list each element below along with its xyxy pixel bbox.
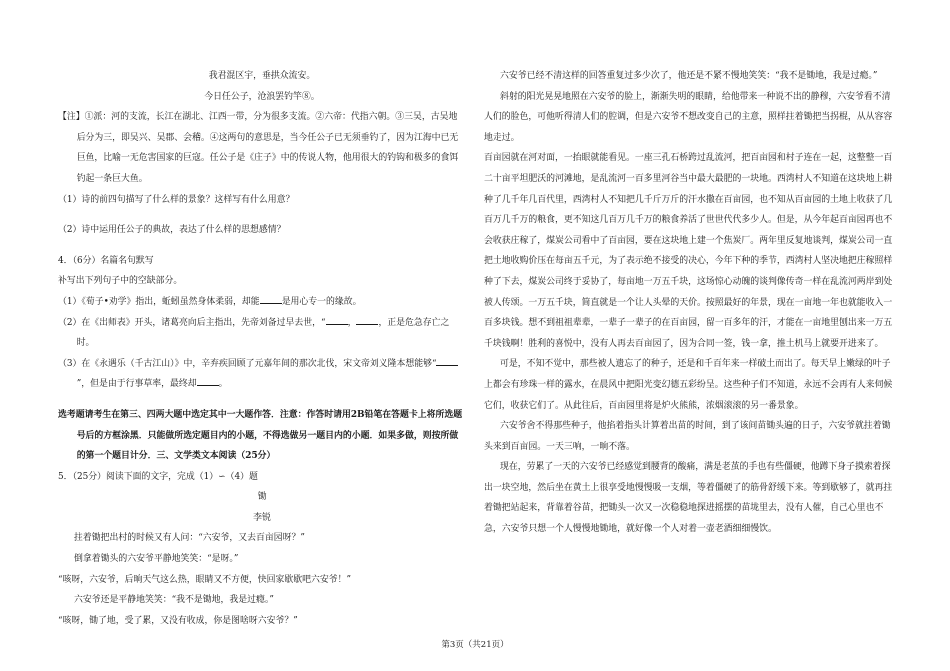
story-paragraph: 六安爷还是平静地笑笑：“我不是锄地，我是过瘾。” <box>74 595 274 606</box>
question-2: （2）诗中运用任公子的典故，表达了什么样的思想感情？ <box>58 225 286 236</box>
question-4-instruction: 补写出下列句子中的空缺部分。 <box>58 276 183 287</box>
right-column <box>484 66 898 540</box>
q4-1-text-a: （1）《荀子•劝学》指出，蚯蚓虽然身体柔弱，却能 <box>58 296 260 307</box>
question-4-item-2 <box>58 313 466 354</box>
question-4-item-1 <box>58 292 466 313</box>
answer-space <box>58 241 466 251</box>
fill-blank <box>356 315 378 325</box>
story-paragraph: “咳呀，六安爷，后晌天气这么热，眼睛又不方便，快回家歇歇吧六安爷！” <box>58 574 352 585</box>
story-title: 锄 <box>257 492 267 503</box>
question-1: （1）诗的前四句描写了什么样的景象？这样写有什么用意？ <box>58 194 295 205</box>
poem-line: 我君混区宇，垂拱众流安。 <box>208 71 316 81</box>
q4-3-text-c: 。 <box>218 379 228 390</box>
story-paragraph: 六安爷已经不清这样的回答重复过多少次了，他还是不紧不慢地笑笑：“我不是锄地，我是过瘾。” <box>500 71 878 81</box>
story-paragraph: 斜射的阳光晃晃地照在六安爷的脸上，渐渐失明的眼睛，给他带来一种说不出的静穆，六安爷看不清人们的脸色，可他听得清人们的腔调，但是六安爷不想改变自己的主意，照样拄着锄把当拐棍，从从容容地走过。 <box>484 91 893 143</box>
question-4-item-3 <box>58 354 466 395</box>
fill-blank <box>326 315 348 325</box>
q4-2-text-b: ， <box>347 317 357 328</box>
poem-note: 【注】①派：河的支流，长江在湖北、江西一带，分为很多支流。②六帝：代指六朝。③三吴，古吴地后分为三，即吴兴、吴郡、会稽。④这两句的意思是，当今任公子已无须垂钓了，因为江海中已无巨鱼，比喻一无危害国家的巨寇。任公子是《庄子》中的传说人物，他用很大的钓钩和极多的食饵钓起一条巨大鱼。 <box>58 112 459 184</box>
story-paragraph: 六安爷舍不得那些种子，他掐着指头计算着出苗的时间，到了该间苗锄头遍的日子，六安爷就拄着锄头来到百亩园。一天三响，一晌不落。 <box>484 421 891 452</box>
page-number: 第3页（共21页） <box>441 640 509 650</box>
story-paragraph: “咳呀，锄了地，受了累，又没有收成，你是图啥呀六安爷？” <box>58 615 298 626</box>
fill-blank <box>197 376 219 386</box>
fill-blank <box>436 356 458 366</box>
answer-space <box>58 210 466 220</box>
q4-3-text-b: ”，但是由于行事草率，最终却 <box>76 379 197 390</box>
q4-2-text-a: （2）在《出师表》开头，诸葛亮向后主指出，先帝刘备过早去世，“ <box>58 317 326 328</box>
story-paragraph: 现在，劳累了一天的六安爷已经感觉到腰背的酸痛，满是老茧的手也有些僵硬，他蹲下身子摸索着探出一块空地，然后坐在黄土上很享受地慢慢吸一支烟，等着僵硬了的筋骨舒缓下来。等到歇够了，就再拄着锄把站起来，背靠着谷苗，把锄头一次又一次稳稳地探进摇摆的苗垅里去，没有人催，自己心里也不急，六安爷只想一个人慢慢地锄地，就好像一个人对着一壶老酒细细慢饮。 <box>484 462 893 535</box>
q4-3-text-a: （3）在《永遇乐（千古江山）》中，辛弃疾回顾了元嘉年间的那次北伐，宋文帝刘义隆本想能够“ <box>58 358 437 369</box>
story-paragraph: 倒拿着锄头的六安爷平静地笑笑：“是呀。” <box>74 554 239 565</box>
q4-1-text-b: 是用心专一的缘故。 <box>281 296 362 307</box>
page-footer <box>0 638 950 650</box>
poem-line: 今日任公子，沧浪罢钓竿⑧。 <box>204 91 320 102</box>
question-5-title: 5．（25分）阅读下面的文字，完成（1）∽（4）题 <box>58 471 258 482</box>
story-paragraph: 可是，不知不觉中，那些被人遗忘了的种子，还是和千百年来一样破土而出了。每天早上嫩绿的叶子上都会有珍珠一样的露水，在晨风中把阳光变幻德五彩纷呈。这些种子们不知道，永远不会再有人来伺候它们，收获它们了。从此往后，百亩园里将是炉火熊熊，浓烟滚滚的另一番景象。 <box>484 359 893 411</box>
question-4-title: 4．（6分）名篇名句默写 <box>58 255 154 266</box>
story-author: 李锐 <box>253 512 271 523</box>
left-column <box>58 66 466 631</box>
q4-2-text-c: ，正是危急存亡之时。 <box>76 317 450 349</box>
story-paragraph: 百亩园就在河对面，一抬眼就能看见。一座三孔石桥跨过乱流河，把百亩园和村子连在一起，这整整一百二十亩平坦肥沃的河滩地，是乱流河一百多里河谷当中最大最肥的一块地。西湾村人不知道在这块地上耕种了几千年几百代里，西湾村人不知把几千斤万斤的汗水撒在百亩园，也不知从百亩园的土地上收获了几百万几千万的粮食，更不知这几百万几千万的粮食养活了世世代代多少人。但是，从今年起百亩园再也不会收获庄稼了，煤炭公司看中了百亩园，要在这块地上建一个焦炭厂。两年里反复地谈判，煤炭公司一直把土地收购价压在每亩五千元，为了表示绝不接受的决心，今年下种的季节，西湾村人坚决地把庄稼照样种了下去，煤炭公司终于妥协了，每亩地一万五千块，这场惊心动魄的谈判像传奇一样在乱流河两岸到处被人传颂。一万五千块，简直就是一个让人头晕的天价。按照最好的年景，现在一亩地一年也就能收入一百多块钱。想不到祖祖辈辈，一辈子一辈子的在百亩园，留一百多年的汗，才能在一亩地里刨出来一万五千块钱啊！胜利的喜悦中，没有人再去百亩园了，因为合同一签，钱一拿，推土机马上就要开进来了。 <box>484 153 893 349</box>
spacer <box>58 395 466 405</box>
section-notice: 选考题请考生在第三、四两大题中选定其中一大题作答．注意：作答时请用2B铅笔在答题卡上将所选题号后的方框涂黑．只能做所选定题目内的小题，不得选做另一题目内的小题．如果多做，则按所做的第一个题目计分．三、文学类文本阅读（25分） <box>58 409 463 462</box>
fill-blank <box>260 294 282 304</box>
story-paragraph: 拄着锄把出村的时候又有人问：“六安爷，又去百亩园呀？” <box>74 533 305 544</box>
